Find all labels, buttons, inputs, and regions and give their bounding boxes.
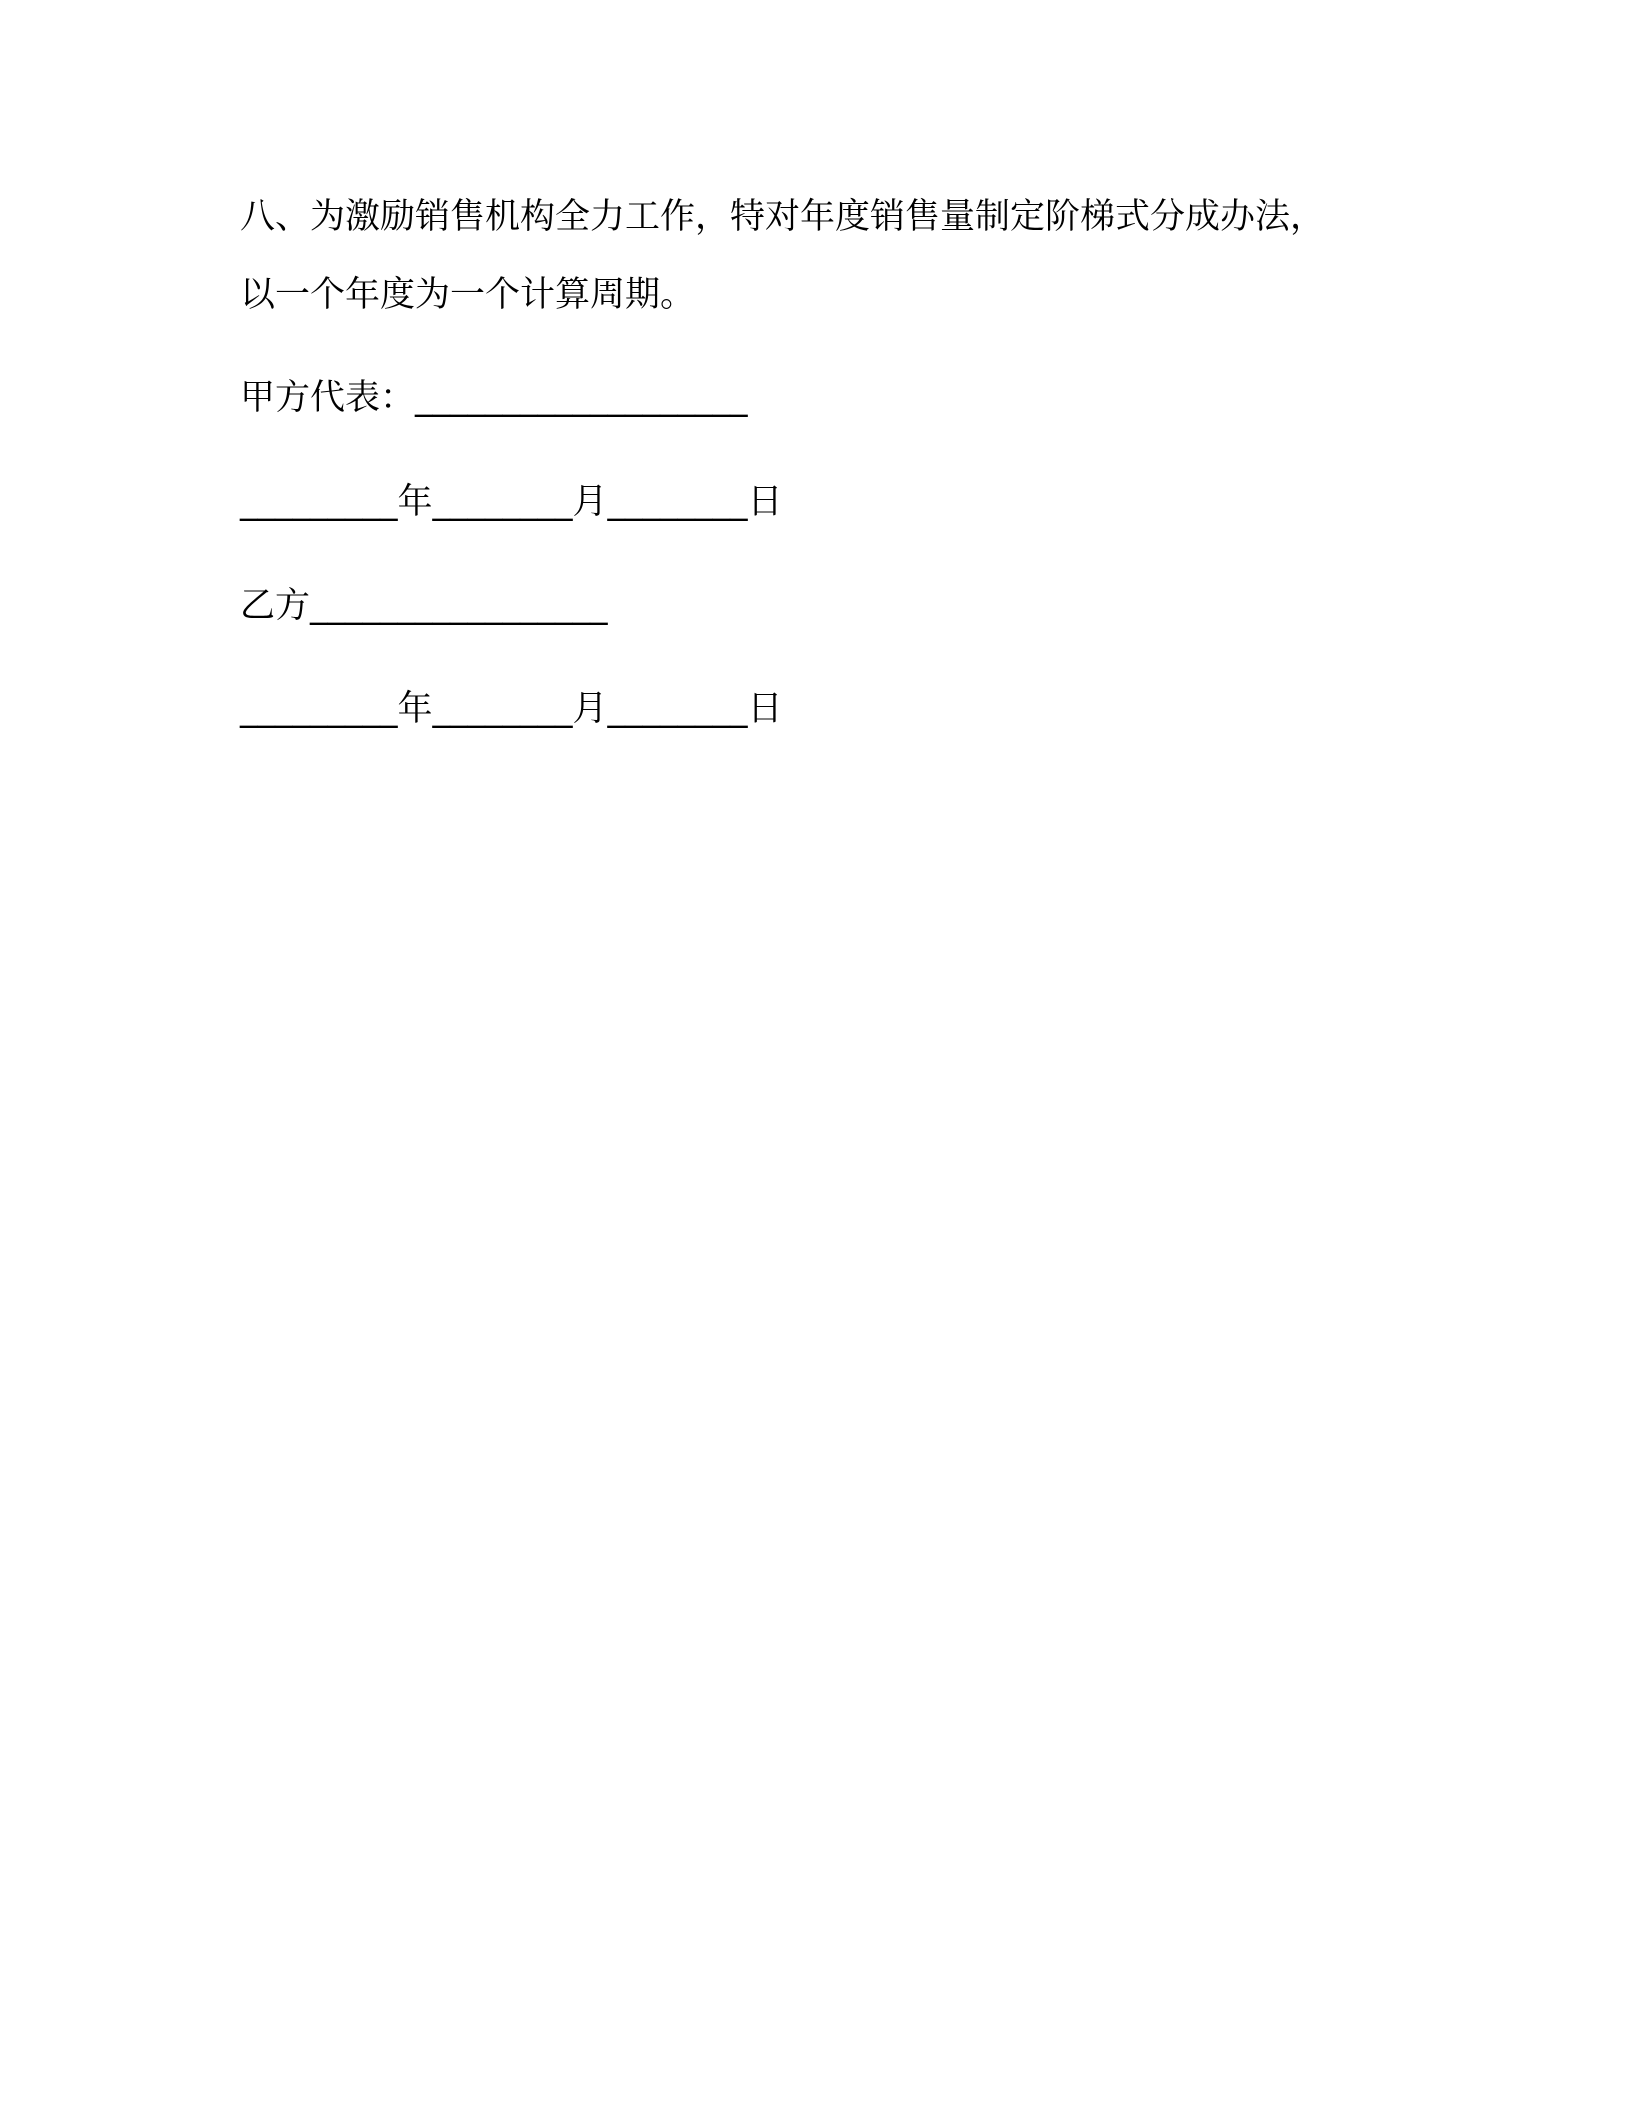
party-a-date-line: _________年________月________日 bbox=[240, 482, 783, 522]
party-b-date-line: _________年________月________日 bbox=[240, 689, 783, 729]
party-a-representative-line: 甲方代表：___________________ bbox=[240, 378, 748, 418]
clause-eight-line-1: 八、为激励销售机构全力工作，特对年度销售量制定阶梯式分成办法， bbox=[240, 197, 1326, 237]
clause-eight-line-2: 以一个年度为一个计算周期。 bbox=[240, 275, 696, 315]
party-b-line: 乙方_________________ bbox=[240, 586, 608, 626]
clause-eight bbox=[240, 178, 1420, 334]
